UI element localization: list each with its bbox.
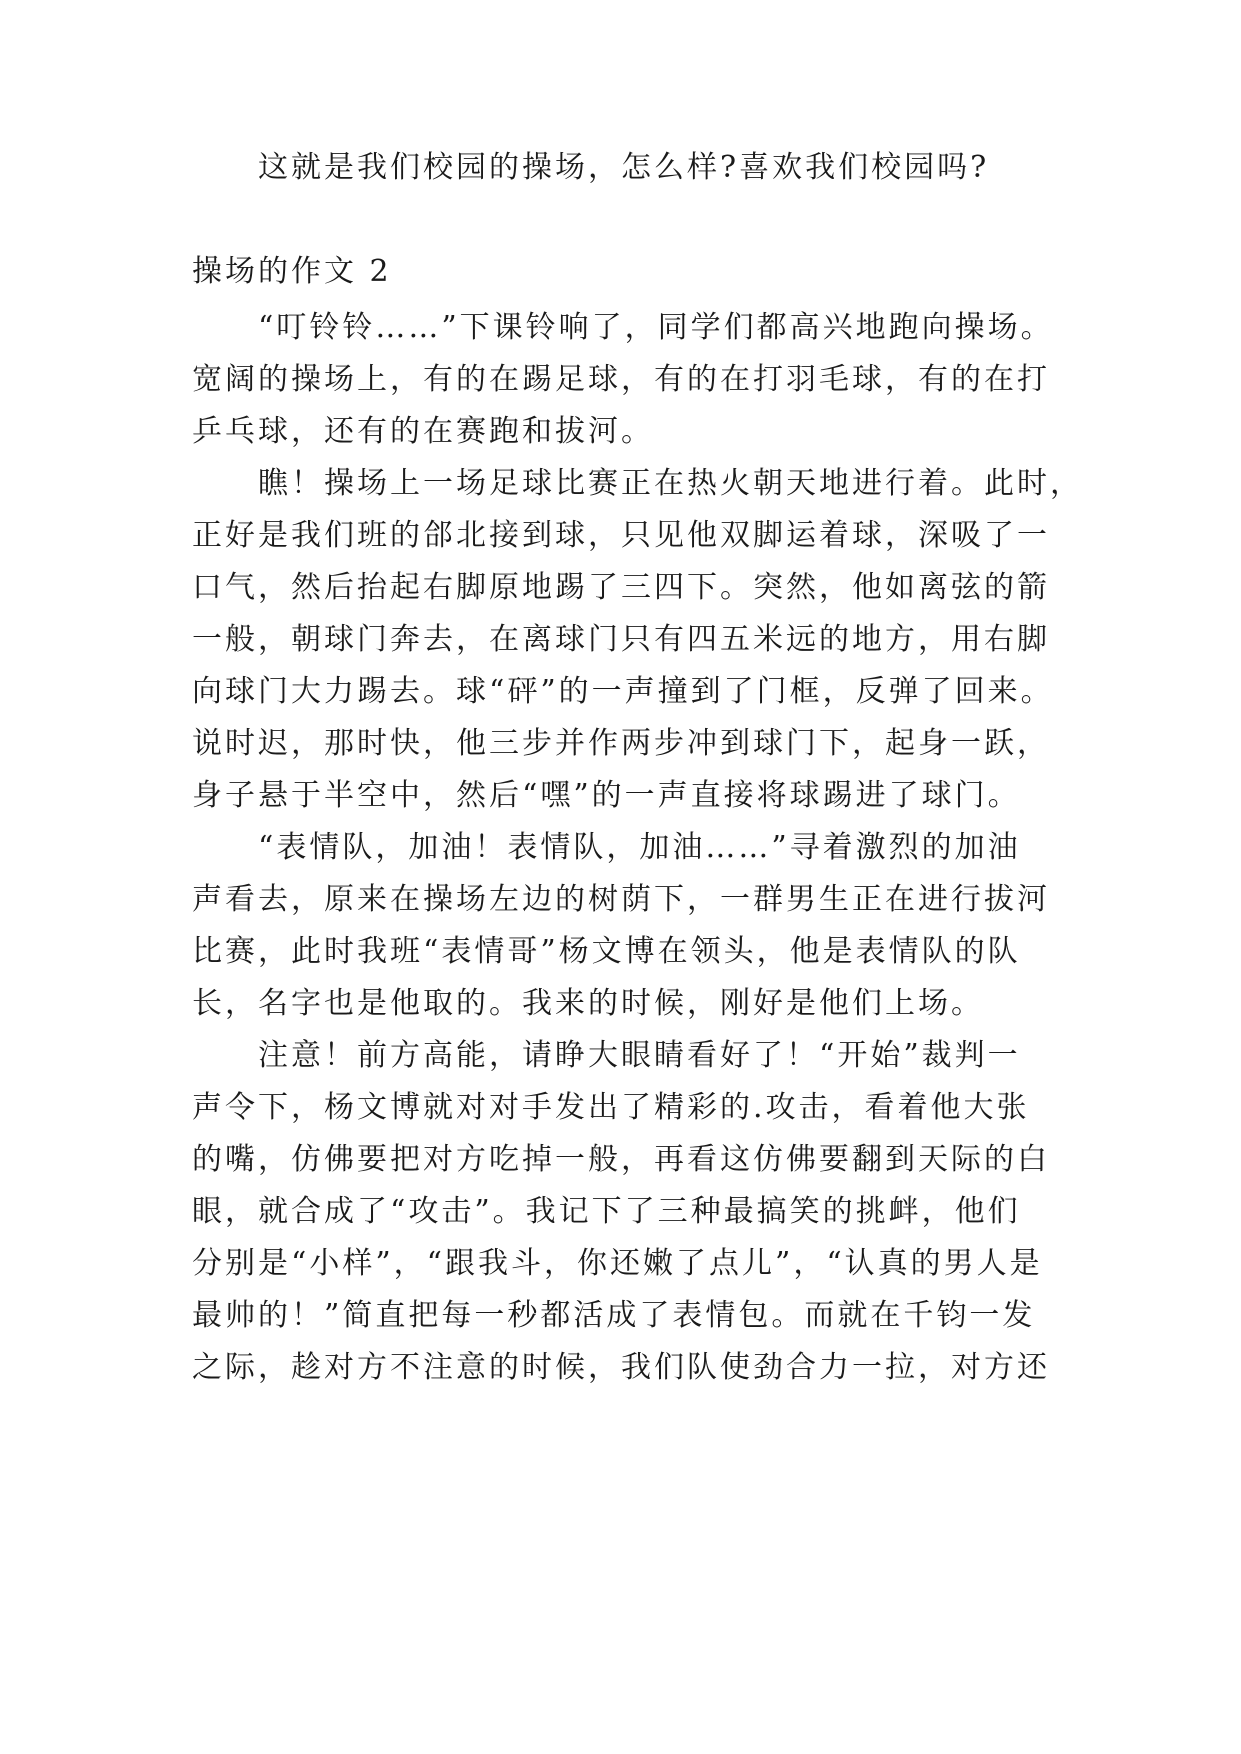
paragraph-line: 身子悬于半空中，然后“嘿”的一声直接将球踢进了球门。 — [192, 778, 1021, 813]
section-title: 操场的作文 2 — [192, 254, 392, 289]
paragraph-line: 乒乓球，还有的在赛跑和拔河。 — [192, 414, 654, 449]
paragraph-line: 比赛，此时我班“表情哥”杨文博在领头，他是表情队的队 — [192, 934, 1021, 969]
paragraph-line: 向球门大力踢去。球“砰”的一声撞到了门框，反弹了回来。 — [192, 674, 1054, 709]
paragraph-line: 声令下，杨文博就对对手发出了精彩的.攻击，看着他大张 — [192, 1090, 1030, 1125]
paragraph-line: 正好是我们班的郃北接到球，只见他双脚运着球，深吸了一 — [192, 518, 1050, 553]
paragraph-line: 宽阔的操场上，有的在踢足球，有的在打羽毛球，有的在打 — [192, 362, 1050, 397]
paragraph-line: “表情队，加油！表情队，加油……”寻着激烈的加油 — [258, 830, 1021, 865]
paragraph-line: 最帅的！”简直把每一秒都活成了表情包。而就在千钧一发 — [192, 1298, 1036, 1333]
closing-line: 这就是我们校园的操场，怎么样?喜欢我们校园吗? — [258, 150, 990, 185]
paragraph-line: 的嘴，仿佛要把对方吃掉一般，再看这仿佛要翻到天际的白 — [192, 1142, 1050, 1177]
paragraph-line: 注意！前方高能，请睁大眼睛看好了！“开始”裁判一 — [258, 1038, 1021, 1073]
paragraph-line: 眼，就合成了“攻击”。我记下了三种最搞笑的挑衅，他们 — [192, 1194, 1021, 1229]
paragraph-line: 声看去，原来在操场左边的树荫下，一群男生正在进行拔河 — [192, 882, 1050, 917]
paragraph-line: 瞧！操场上一场足球比赛正在热火朝天地进行着。此时， — [258, 466, 1083, 501]
paragraph-line: “叮铃铃……”下课铃响了，同学们都高兴地跑向操场。 — [258, 310, 1054, 345]
paragraph-line: 说时迟，那时快，他三步并作两步冲到球门下，起身一跃， — [192, 726, 1050, 761]
paragraph-line: 之际，趁对方不注意的时候，我们队使劲合力一拉，对方还 — [192, 1350, 1050, 1385]
paragraph-line: 分别是“小样”，“跟我斗，你还嫩了点儿”，“认真的男人是 — [192, 1246, 1043, 1281]
paragraph-line: 一般，朝球门奔去，在离球门只有四五米远的地方，用右脚 — [192, 622, 1050, 657]
paragraph-line: 口气，然后抬起右脚原地踢了三四下。突然，他如离弦的箭 — [192, 570, 1050, 605]
paragraph-line: 长，名字也是他取的。我来的时候，刚好是他们上场。 — [192, 986, 984, 1021]
